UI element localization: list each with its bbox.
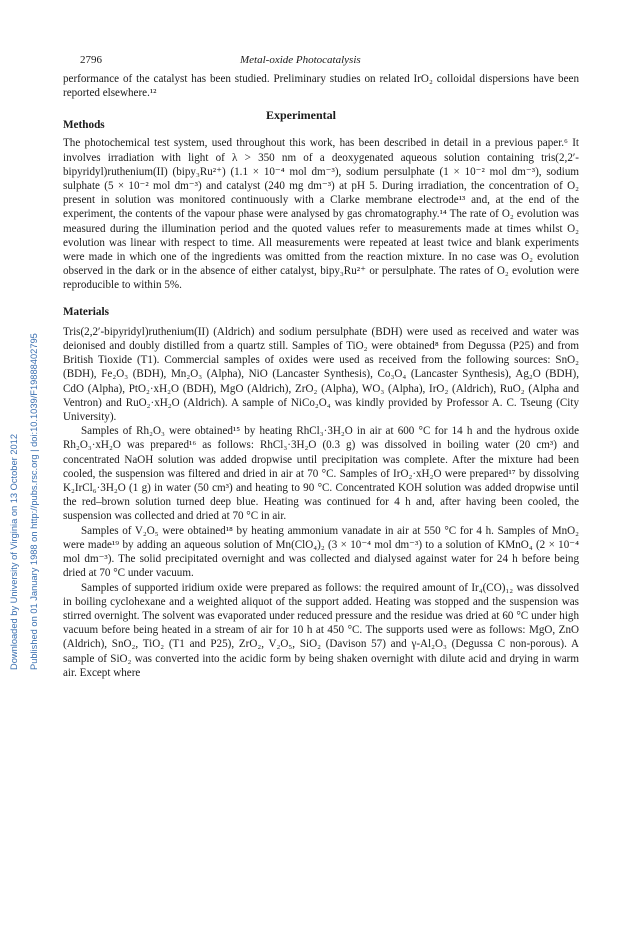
materials-paragraph: Samples of V₂O₅ were obtained¹⁸ by heating ammonium vanadate in air at 550 °C for 4 h. Samples of MnO₂ were made¹⁹ by adding an aqueous solution of Mn(ClO₄)₂ (3 × 10⁻⁴ mol dm⁻³) to a solution of KMnO₄ (2 × 10⁻⁴ mol dm⁻³). The solid precipitated overnight and was collected and dialysed against water for 24 h before being dried at 70 °C under vacuum. [63,524,579,580]
materials-paragraph: Tris(2,2′-bipyridyl)ruthenium(II) (Aldrich) and sodium persulphate (BDH) were used as received and water was deionised and doubly distilled from a quartz still. Samples of TiO₂ were obtained⁸ from Degussa (P25) and from British Tioxide (T1). Commercial samples of oxides were used as received from the following sources: SnO₂ (BDH), Fe₂O₃ (BDH), Mn₂O₃ (Alpha), NiO (Lancaster Synthesis), Co₃O₄ (Lancaster Synthesis), Ag₂O (BDH), CdO (Alpha), PtO₂·xH₂O (BDH), MgO (Aldrich), ZrO₂ (Alpha), WO₃ (Alpha), IrO₂ (Aldrich), RuO₂ (Alpha and Ventron) and RuO₂·xH₂O (Aldrich). A sample of NiCo₂O₄ was kindly provided by Professor A. C. Tseung (City University). [63,325,579,424]
section-header-row [63,106,579,136]
doi-link[interactable]: Published on 01 January 1988 on http://pubs.rsc.org | doi:10.1039/F19888402795 [29,333,39,670]
methods-paragraph: The photochemical test system, used throughout this work, has been described in detail in a previous paper.⁶ It involves irradiation with light of λ > 350 nm of a deoxygenated aqueous solution containing tris(2,2′-bipyridyl)ruthenium(II) (bipy₃Ru²⁺) (1.1 × 10⁻⁴ mol dm⁻³), sodium persulphate (1 × 10⁻² mol dm⁻³), sodium sulphate (5 × 10⁻² mol dm⁻³) and catalyst (240 mg dm⁻³) at pH 5. During irradiation, the concentration of O₂ present in solution was monitored continuously with a Clarke membrane electrode¹³ and, at the end of the experiment, the contents of the vapour phase were analysed by gas chromatography.¹⁴ The rate of O₂ evolution was measured during the illumination period and the quoted values refer to measurements made at times whilst O₂ evolution was linear with respect to time. All measurements were repeated at least twice and blank experiments were made in which one of the ingredients was omitted from the reaction mixture. In no case was O₂ evolution observed in the dark or in the absence of either catalyst, bipy₃Ru²⁺ or persulphate. The rates of O₂ evolution were reproducible to within 5%. [63,137,579,292]
article-body [63,72,579,680]
page-number: 2796 [80,54,102,66]
materials-heading: Materials [63,305,109,318]
experimental-heading: Experimental [266,108,336,123]
intro-paragraph: performance of the catalyst has been studied. Preliminary studies on related IrO₂ colloidal dispersions have been reported elsewhere.¹² [63,73,579,100]
running-title: Metal-oxide Photocatalysis [240,54,361,66]
download-notice[interactable]: Downloaded by University of Virginia on 13 October 2012 [9,433,19,670]
materials-paragraph: Samples of Rh₂O₃ were obtained¹⁵ by heating RhCl₃·3H₂O in air at 600 °C for 14 h and the hydrous oxide Rh₂O₃·xH₂O was prepared¹⁶ as follows: RhCl₃·3H₂O (0.3 g) was dissolved in boiling water (20 cm³) and concentrated NaOH solution was added dropwise until precipitation was complete. After the mixture had been cooled, the suspension was filtered and dried in air at 70 °C. Samples of IrO₂·xH₂O were prepared¹⁷ by dissolving K₂IrCl₆·3H₂O (1 g) in water (50 cm³) and heating to 90 °C. Concentrated KOH solution was added dropwise until the red–brown solution turned deep blue. Heating was continued for 4 h and, after having been cooled, the suspension was collected and dried at 70 °C in air. [63,425,579,523]
page-header [80,54,570,70]
materials-paragraph: Samples of supported iridium oxide were prepared as follows: the required amount of Ir₄(CO)₁₂ was dissolved in boiling cyclohexane and a weighted aliquot of the support added. Heating was stopped and the suspension was stirred overnight. The solvent was evaporated under reduced pressure and the residue was dried at 60 °C under high vacuum before being heated in a stream of air for 10 h at 450 °C. The supports used were as follows: MgO, ZnO (Aldrich), SnO₂, TiO₂ (T1 and P25), ZrO₂, V₂O₅, SiO₂ (Davison 57) and γ-Al₂O₃ (Degussa C non-porous). A sample of SiO₂ was converted into the acidic form by being shaken overnight with dilute acid and drying in warm air. Except where [63,581,579,679]
download-watermark [2,110,46,670]
methods-heading: Methods [63,119,105,132]
